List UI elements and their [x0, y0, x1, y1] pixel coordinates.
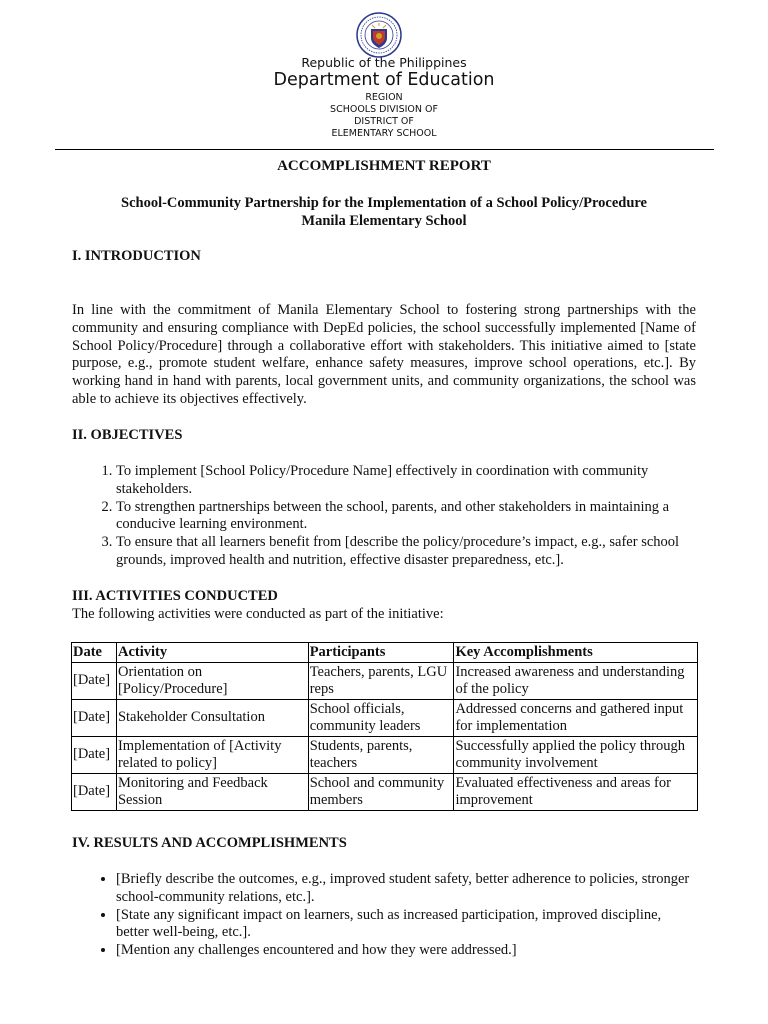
column-header-activity: Activity	[116, 643, 308, 663]
introduction-text: In line with the commitment of Manila Elementary School to fostering strong partnerships with the community and ensuring compliance with DepEd policies, the school successfully implemented [Name of School Policy/Procedure] through a collaborative effort with stakeholders. This initiative aimed to [state purpose, e.g., promote student welfare, enhance safety measures, improve school operations, etc.]. By working hand in hand with parents, local government units, and community organizations, the school was able to achieve its objectives effectively.	[72, 302, 696, 407]
cell-date: [Date]	[72, 663, 117, 700]
list-item: • [State any significant impact on learners, such as increased participation, improved discipline, better well-being, etc.].	[116, 907, 696, 943]
cell-activity: Monitoring and Feedback Session	[116, 774, 308, 811]
division-label: SCHOOLS DIVISION OF	[330, 104, 438, 115]
table-row	[72, 737, 698, 774]
cell-participants: Students, parents, teachers	[308, 737, 454, 774]
cell-activity: Orientation on [Policy/Procedure]	[116, 663, 308, 700]
column-header-date: Date	[72, 643, 117, 663]
cell-participants: School and community members	[308, 774, 454, 811]
header-divider	[55, 149, 714, 150]
introduction-heading: I. INTRODUCTION	[72, 248, 201, 264]
cell-date: [Date]	[72, 774, 117, 811]
report-subtitle	[0, 194, 768, 230]
cell-date: [Date]	[72, 700, 117, 737]
list-item: • [Mention any challenges encountered and how they were addressed.]	[116, 942, 696, 960]
results-heading: IV. RESULTS AND ACCOMPLISHMENTS	[72, 835, 347, 851]
cell-participants: Teachers, parents, LGU reps	[308, 663, 454, 700]
cell-activity: Implementation of [Activity related to policy]	[116, 737, 308, 774]
activities-heading: III. ACTIVITIES CONDUCTED	[72, 588, 278, 604]
table-row	[72, 663, 698, 700]
cell-accomplishments: Addressed concerns and gathered input for implementation	[454, 700, 698, 737]
cell-date: [Date]	[72, 737, 117, 774]
region-label: REGION	[365, 92, 403, 103]
report-title: ACCOMPLISHMENT REPORT	[277, 158, 491, 174]
district-label: DISTRICT OF	[354, 116, 414, 127]
cell-activity: Stakeholder Consultation	[116, 700, 308, 737]
table-header-row	[72, 643, 698, 663]
activities-table	[71, 642, 698, 811]
deped-seal-icon	[356, 12, 402, 58]
cell-accomplishments: Successfully applied the policy through community involvement	[454, 737, 698, 774]
activities-intro: The following activities were conducted as part of the initiative:	[72, 606, 444, 622]
cell-accomplishments: Evaluated effectiveness and areas for improvement	[454, 774, 698, 811]
list-item: 1. To implement [School Policy/Procedure Name] effectively in coordination with community stakeholders.	[116, 463, 696, 499]
republic-label: Republic of the Philippines	[301, 55, 467, 70]
cell-participants: School officials, community leaders	[308, 700, 454, 737]
results-list	[72, 871, 696, 960]
column-header-accomplishments: Key Accomplishments	[454, 643, 698, 663]
table-row	[72, 774, 698, 811]
column-header-participants: Participants	[308, 643, 454, 663]
school-label: ELEMENTARY SCHOOL	[331, 128, 437, 139]
objectives-list	[72, 463, 696, 570]
list-item: 3. To ensure that all learners benefit from [describe the policy/procedure’s impact, e.g., safer school grounds, improved health and nutrition, effective disaster preparedness, etc.].	[116, 534, 696, 570]
table-row	[72, 700, 698, 737]
list-item: 2. To strengthen partnerships between the school, parents, and other stakeholders in maintaining a conducive learning environment.	[116, 499, 696, 535]
objectives-heading: II. OBJECTIVES	[72, 427, 183, 443]
subtitle-line-2: Manila Elementary School	[301, 213, 467, 229]
department-label: Department of Education	[273, 70, 495, 90]
list-item: • [Briefly describe the outcomes, e.g., improved student safety, better adherence to policies, stronger school-community relations, etc.].	[116, 871, 696, 907]
cell-accomplishments: Increased awareness and understanding of the policy	[454, 663, 698, 700]
subtitle-line-1: School-Community Partnership for the Implementation of a School Policy/Procedure	[121, 195, 647, 211]
